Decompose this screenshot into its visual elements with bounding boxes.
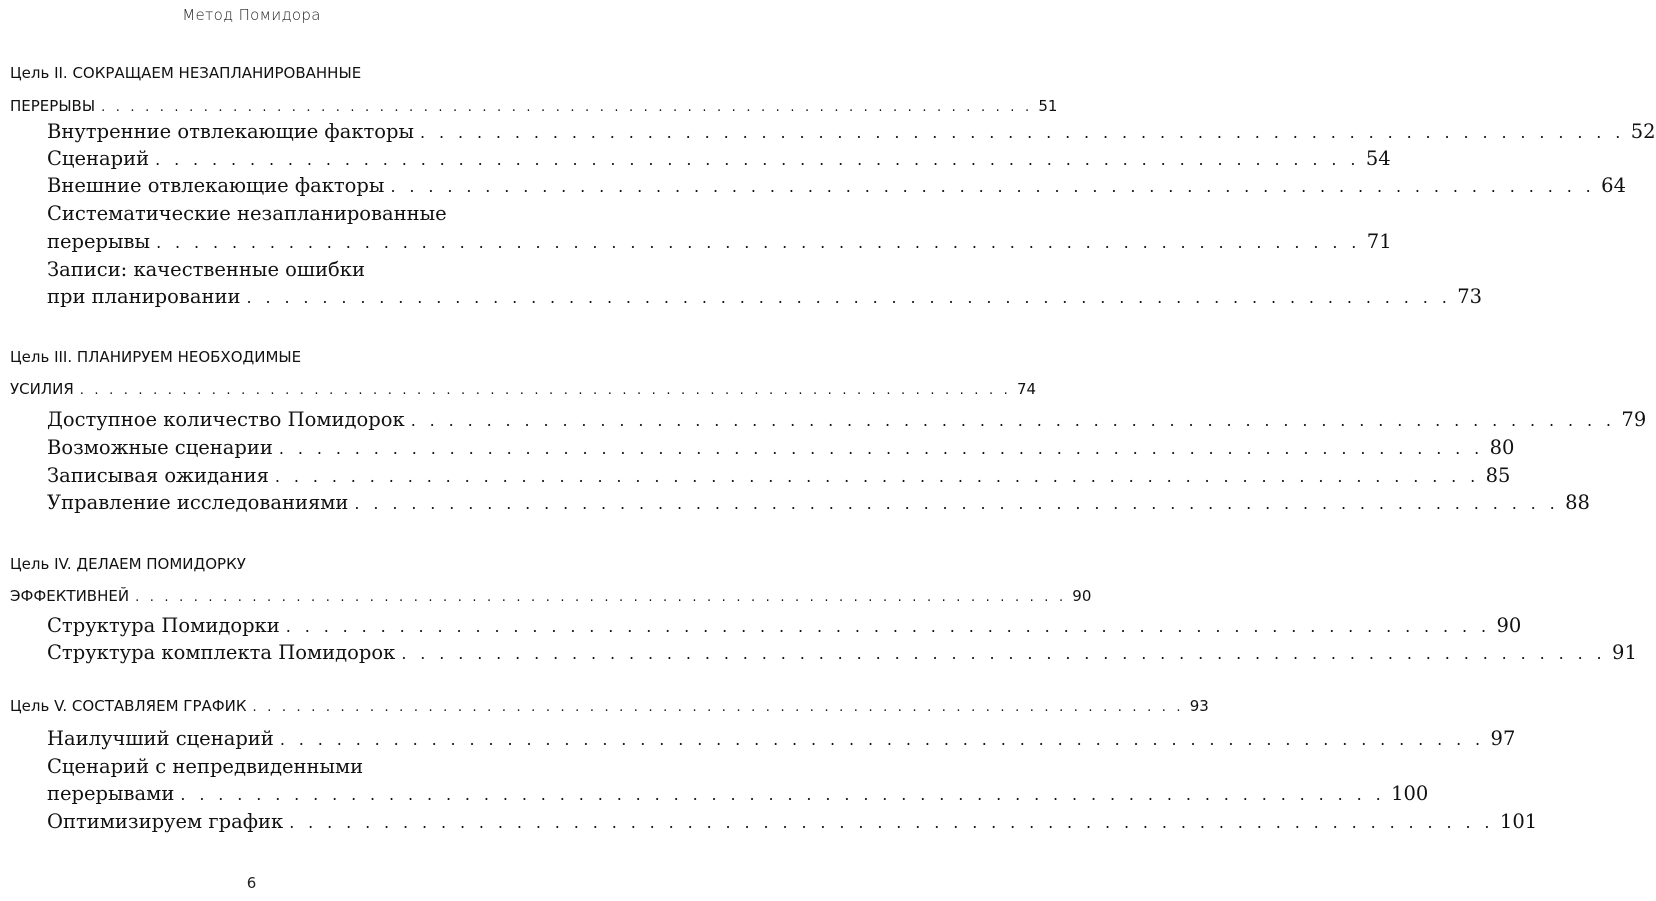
toc-section-entry[interactable]: [10, 697, 1209, 715]
dot-leader: . . . . . . . . . . . . . . . . . . . . . . . . . . . . . . . . . . . . . . . . . . . . . . . . . . . . . . . . . . . . . . . .: [252, 700, 1184, 715]
page-number: 85: [1485, 464, 1511, 487]
dot-leader: . . . . . . . . . . . . . . . . . . . . . . . . . . . . . . . . . . . . . . . . . . . . . . . . . . . . . . . . . . . . . . . .: [180, 785, 1386, 804]
toc-entry-title: Записи: качественные ошибки: [47, 258, 365, 281]
toc-entry[interactable]: [47, 782, 1429, 805]
page-number: 71: [1366, 230, 1392, 253]
running-header: Метод Помидора: [182, 6, 321, 24]
page-number: 101: [1499, 810, 1538, 833]
toc-entry[interactable]: [47, 408, 1647, 431]
toc-entry[interactable]: [47, 120, 1656, 143]
page-number: 91: [1612, 641, 1637, 664]
toc-entry[interactable]: [47, 810, 1538, 833]
toc-section-entry[interactable]: [10, 587, 1092, 605]
toc-section-title-line: [10, 64, 493, 82]
toc-entry-title: Структура комплекта Помидорок: [47, 641, 396, 664]
toc-entry-first-line[interactable]: [47, 202, 493, 225]
page-number: 54: [1365, 147, 1391, 170]
toc-entry-title: Внешние отвлекающие факторы: [47, 174, 385, 197]
dot-leader: . . . . . . . . . . . . . . . . . . . . . . . . . . . . . . . . . . . . . . . . . . . . . . . . . . . . . . . . . . . . . . . .: [279, 730, 1485, 749]
toc-entry-title: Управление исследованиями: [47, 491, 349, 514]
toc-section-title-line: [10, 555, 493, 573]
toc-entry[interactable]: [47, 147, 1391, 170]
toc-section-entry[interactable]: [10, 97, 1058, 115]
toc-entry-title: Возможные сценарии: [47, 436, 273, 459]
dot-leader: . . . . . . . . . . . . . . . . . . . . . . . . . . . . . . . . . . . . . . . . . . . . . . . . . . . . . . . . . . . . . . . .: [289, 813, 1494, 832]
dot-leader: . . . . . . . . . . . . . . . . . . . . . . . . . . . . . . . . . . . . . . . . . . . . . . . . . . . . . . . . . . . . . . . .: [278, 439, 1484, 458]
page-number: 100: [1391, 782, 1429, 805]
dot-leader: . . . . . . . . . . . . . . . . . . . . . . . . . . . . . . . . . . . . . . . . . . . . . . . . . . . . . . . . . . . . . . . .: [420, 123, 1625, 142]
toc-entry-title: Записывая ожидания: [47, 464, 269, 487]
toc-entry-title: Оптимизируем график: [47, 810, 284, 833]
toc-section-title: Цель III. ПЛАНИРУЕМ НЕОБХОДИМЫЕ: [10, 348, 302, 366]
toc-section-title: Цель V. СОСТАВЛЯЕМ ГРАФИК: [10, 697, 247, 715]
toc-section-title: ЭФФЕКТИВНЕЙ: [10, 587, 130, 605]
dot-leader: . . . . . . . . . . . . . . . . . . . . . . . . . . . . . . . . . . . . . . . . . . . . . . . . . . . . . . . . . . . . . . . .: [156, 233, 1361, 252]
dot-leader: . . . . . . . . . . . . . . . . . . . . . . . . . . . . . . . . . . . . . . . . . . . . . . . . . . . . . . . . . . . . . . . .: [101, 100, 1033, 115]
dot-leader: . . . . . . . . . . . . . . . . . . . . . . . . . . . . . . . . . . . . . . . . . . . . . . . . . . . . . . . . . . . . . . . .: [354, 494, 1560, 513]
page-number-footer: 6: [246, 874, 257, 892]
page-number: 51: [1038, 97, 1058, 115]
toc-section-title: Цель II. СОКРАЩАЕМ НЕЗАПЛАНИРОВАННЫЕ: [10, 64, 362, 82]
dot-leader: . . . . . . . . . . . . . . . . . . . . . . . . . . . . . . . . . . . . . . . . . . . . . . . . . . . . . . . . . . . . . . . .: [285, 617, 1491, 636]
dot-leader: . . . . . . . . . . . . . . . . . . . . . . . . . . . . . . . . . . . . . . . . . . . . . . . . . . . . . . . . . . . . . . . .: [274, 467, 1480, 486]
dot-leader: . . . . . . . . . . . . . . . . . . . . . . . . . . . . . . . . . . . . . . . . . . . . . . . . . . . . . . . . . . . . . . . .: [390, 177, 1596, 196]
page-number: 93: [1189, 697, 1209, 715]
page-number: 79: [1621, 408, 1647, 431]
toc-entry-title: Сценарий с непредвиденными: [47, 755, 364, 778]
dot-leader: . . . . . . . . . . . . . . . . . . . . . . . . . . . . . . . . . . . . . . . . . . . . . . . . . . . . . . . . . . . . . . . .: [155, 150, 1360, 169]
page-number: 88: [1565, 491, 1590, 514]
toc-entry-title: Систематические незапланированные: [47, 202, 447, 225]
toc-entry-title: Доступное количество Помидорок: [47, 408, 405, 431]
toc-entry[interactable]: [47, 285, 1483, 308]
toc-section-entry[interactable]: [10, 380, 1037, 398]
toc-section-title-line: [10, 348, 493, 366]
page-number: 73: [1457, 285, 1483, 308]
page-number: 74: [1016, 380, 1037, 398]
toc-section-title: Цель IV. ДЕЛАЕМ ПОМИДОРКУ: [10, 555, 246, 573]
toc-entry[interactable]: [47, 641, 1637, 664]
toc-entry-first-line[interactable]: [47, 258, 493, 281]
toc-entry[interactable]: [47, 727, 1516, 750]
toc-section-title: ПЕРЕРЫВЫ: [10, 97, 96, 115]
dot-leader: . . . . . . . . . . . . . . . . . . . . . . . . . . . . . . . . . . . . . . . . . . . . . . . . . . . . . . . . . . . . . . . .: [135, 590, 1067, 605]
page-number: 97: [1490, 727, 1516, 750]
toc-entry[interactable]: [47, 230, 1392, 253]
toc-entry[interactable]: [47, 614, 1522, 637]
toc-entry[interactable]: [47, 174, 1626, 197]
page-number: 64: [1601, 174, 1626, 197]
dot-leader: . . . . . . . . . . . . . . . . . . . . . . . . . . . . . . . . . . . . . . . . . . . . . . . . . . . . . . . . . . . . . . . .: [410, 411, 1616, 430]
toc-section-title: УСИЛИЯ: [10, 380, 74, 398]
page-number: 52: [1630, 120, 1656, 143]
dot-leader: . . . . . . . . . . . . . . . . . . . . . . . . . . . . . . . . . . . . . . . . . . . . . . . . . . . . . . . . . . . . . . . .: [79, 383, 1011, 398]
toc-entry-title: при планировании: [47, 285, 241, 308]
dot-leader: . . . . . . . . . . . . . . . . . . . . . . . . . . . . . . . . . . . . . . . . . . . . . . . . . . . . . . . . . . . . . . . .: [401, 644, 1607, 663]
toc-entry[interactable]: [47, 464, 1511, 487]
toc-entry-title: Наилучший сценарий: [47, 727, 274, 750]
dot-leader: . . . . . . . . . . . . . . . . . . . . . . . . . . . . . . . . . . . . . . . . . . . . . . . . . . . . . . . . . . . . . . . .: [246, 288, 1452, 307]
page-number: 90: [1496, 614, 1522, 637]
toc-entry-title: Структура Помидорки: [47, 614, 280, 637]
page-number: 80: [1489, 436, 1515, 459]
toc-entry[interactable]: [47, 491, 1590, 514]
toc-entry-title: перерывами: [47, 782, 175, 805]
toc-entry-title: перерывы: [47, 230, 151, 253]
toc-entry-first-line[interactable]: [47, 755, 493, 778]
toc-entry-title: Сценарий: [47, 147, 150, 170]
page-number: 90: [1072, 587, 1092, 605]
toc-entry[interactable]: [47, 436, 1515, 459]
toc-entry-title: Внутренние отвлекающие факторы: [47, 120, 415, 143]
